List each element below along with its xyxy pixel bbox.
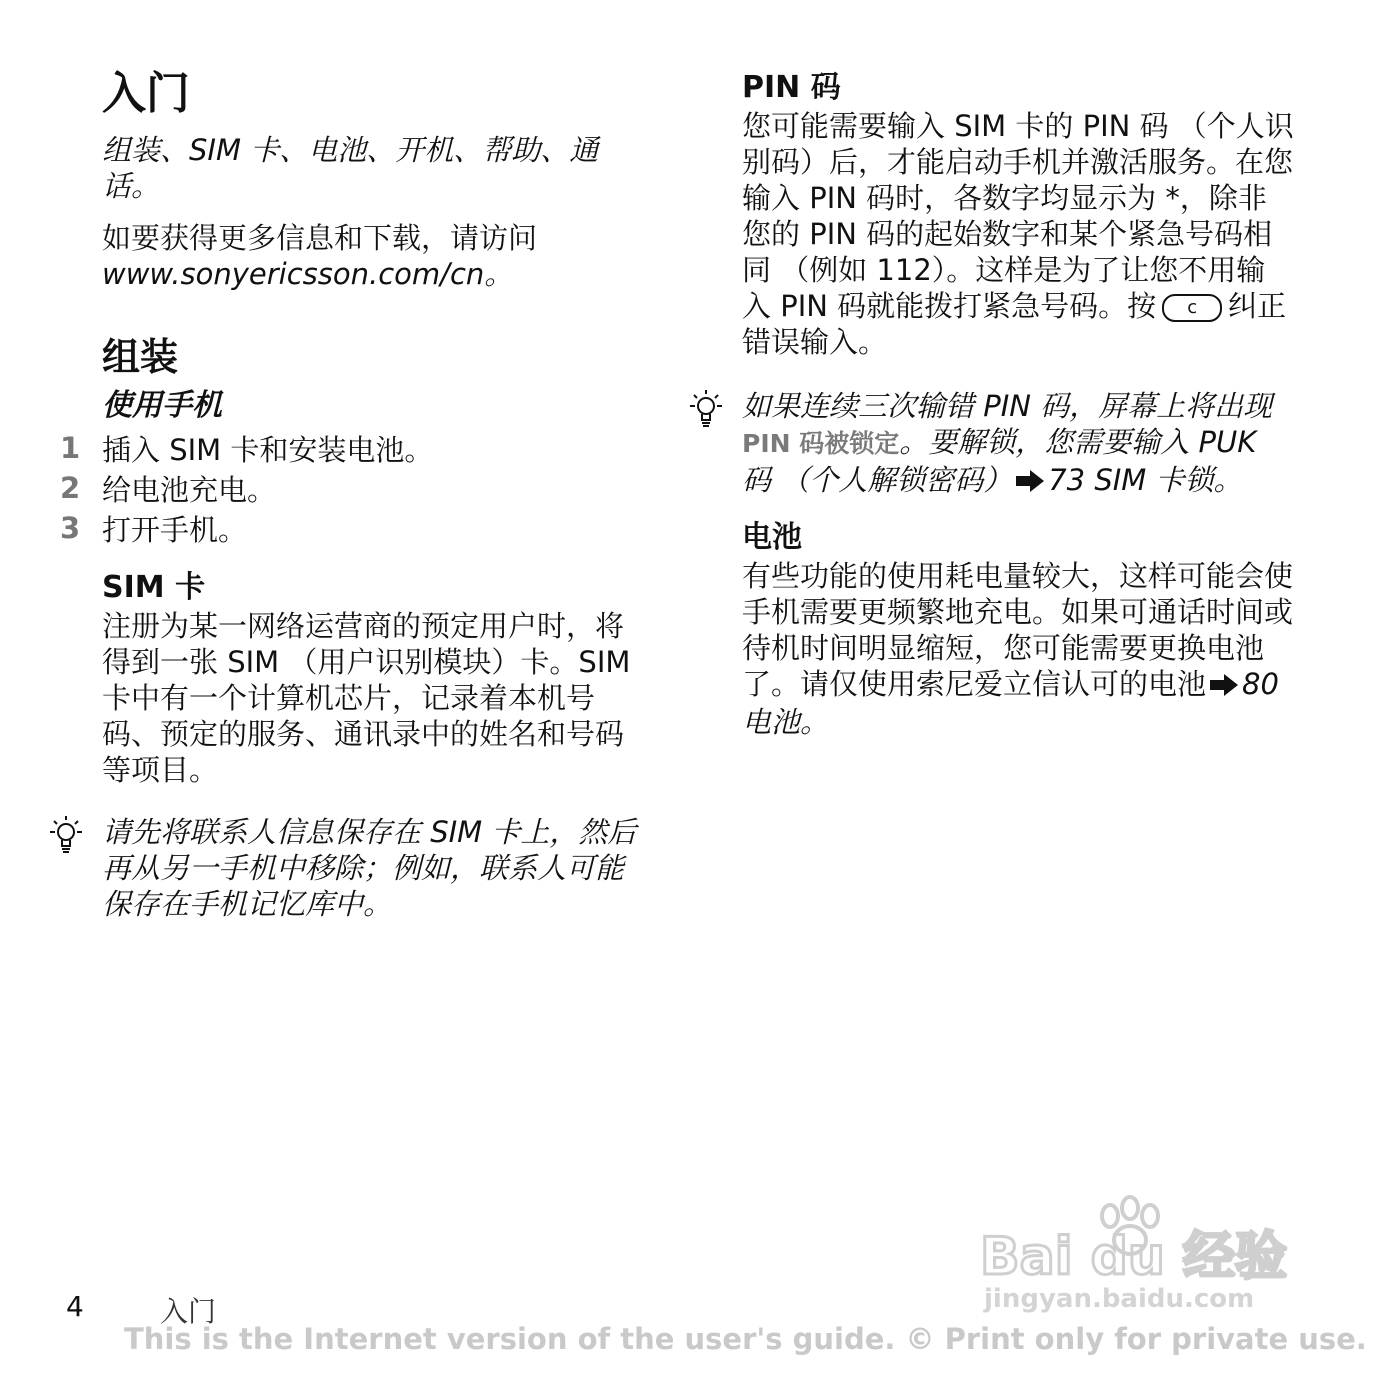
arrow-reference-icon xyxy=(1210,668,1238,704)
website-link[interactable]: www.sonyericsson.com/cn。 xyxy=(102,257,514,291)
pin-heading: PIN 码 xyxy=(742,70,841,105)
arrow-reference-icon xyxy=(1016,464,1044,500)
step-item xyxy=(60,428,433,468)
intro-paragraph xyxy=(102,220,662,292)
step-item xyxy=(60,468,433,508)
disclaimer: This is the Internet version of the user's guide. © Print only for private use. xyxy=(124,1322,1367,1356)
use-phone-subheading: 使用手机 xyxy=(102,388,222,423)
lightbulb-tip-icon xyxy=(686,388,726,436)
page-number: 4 xyxy=(66,1290,84,1323)
assembly-heading: 组装 xyxy=(102,335,179,379)
c-key-icon: c xyxy=(1162,294,1222,322)
section-subtitle: 组装、SIM 卡、电池、开机、帮助、通话。 xyxy=(102,133,599,203)
sim-tip: 请先将联系人信息保存在 SIM 卡上，然后再从另一手机中移除；例如，联系人可能保存在手机记忆库中。 xyxy=(102,815,637,921)
battery-heading: 电池 xyxy=(742,520,802,555)
page-title: 入门 xyxy=(102,68,190,119)
pin-tip-text-2: 。要解锁，您需要输入 PUK 码 （个人解锁密码） xyxy=(742,425,1257,497)
battery-body-text: 有些功能的使用耗电量较大，这样可能会使手机需要更频繁地充电。如果可通话时间或待机时间明显缩短，您可能需要更换电池了。请仅使用索尼爱立信认可的电池 xyxy=(742,559,1294,701)
intro-text: 如要获得更多信息和下载，请访问 xyxy=(102,221,538,255)
step-text: 给电池充电。 xyxy=(102,472,277,507)
footer-section-name: 入门 xyxy=(160,1295,217,1328)
steps-list xyxy=(60,428,433,548)
pin-tip xyxy=(742,388,1294,500)
battery-body xyxy=(742,558,1294,740)
step-number: 3 xyxy=(60,511,81,545)
sim-heading: SIM 卡 xyxy=(102,570,206,605)
watermark-logo-text: Bai du 经验 xyxy=(980,1227,1287,1287)
baidu-jingyan-watermark-logo xyxy=(980,1190,1300,1294)
pin-body-text: 您可能需要输入 SIM 卡的 PIN 码 （个人识别码）后，才能启动手机并激活服务。在您输入 PIN 码时，各数字均显示为 *，除非您的 PIN 码的起始数字和某个紧急号码相同 （例如 112）。这样是为了让您不用输入 PIN 码就能拨打紧急号码。按 xyxy=(742,109,1294,323)
pin-locked-label: PIN 码被锁定 xyxy=(742,429,900,458)
pin-tip-text: 如果连续三次输错 PIN 码，屏幕上将出现 xyxy=(742,389,1273,423)
step-item xyxy=(60,508,433,548)
lightbulb-tip-icon xyxy=(46,814,86,862)
step-text: 打开手机。 xyxy=(102,512,248,547)
step-number: 1 xyxy=(60,431,81,465)
pin-body xyxy=(742,108,1294,360)
sim-body: 注册为某一网络运营商的预定用户时，将得到一张 SIM （用户识别模块）卡。SIM 卡中有一个计算机芯片，记录着本机号码、预定的服务、通讯录中的姓名和号码等项目。 xyxy=(102,609,631,787)
battery-reference[interactable]: 80 电池。 xyxy=(742,667,1279,739)
sim-lock-reference[interactable]: 73 SIM 卡锁。 xyxy=(1048,463,1243,497)
watermark-url: jingyan.baidu.com xyxy=(984,1284,1255,1314)
step-text: 插入 SIM 卡和安装电池。 xyxy=(102,432,434,467)
step-number: 2 xyxy=(60,471,81,505)
pin-body-tail: 纠正错误输入。 xyxy=(742,289,1287,359)
